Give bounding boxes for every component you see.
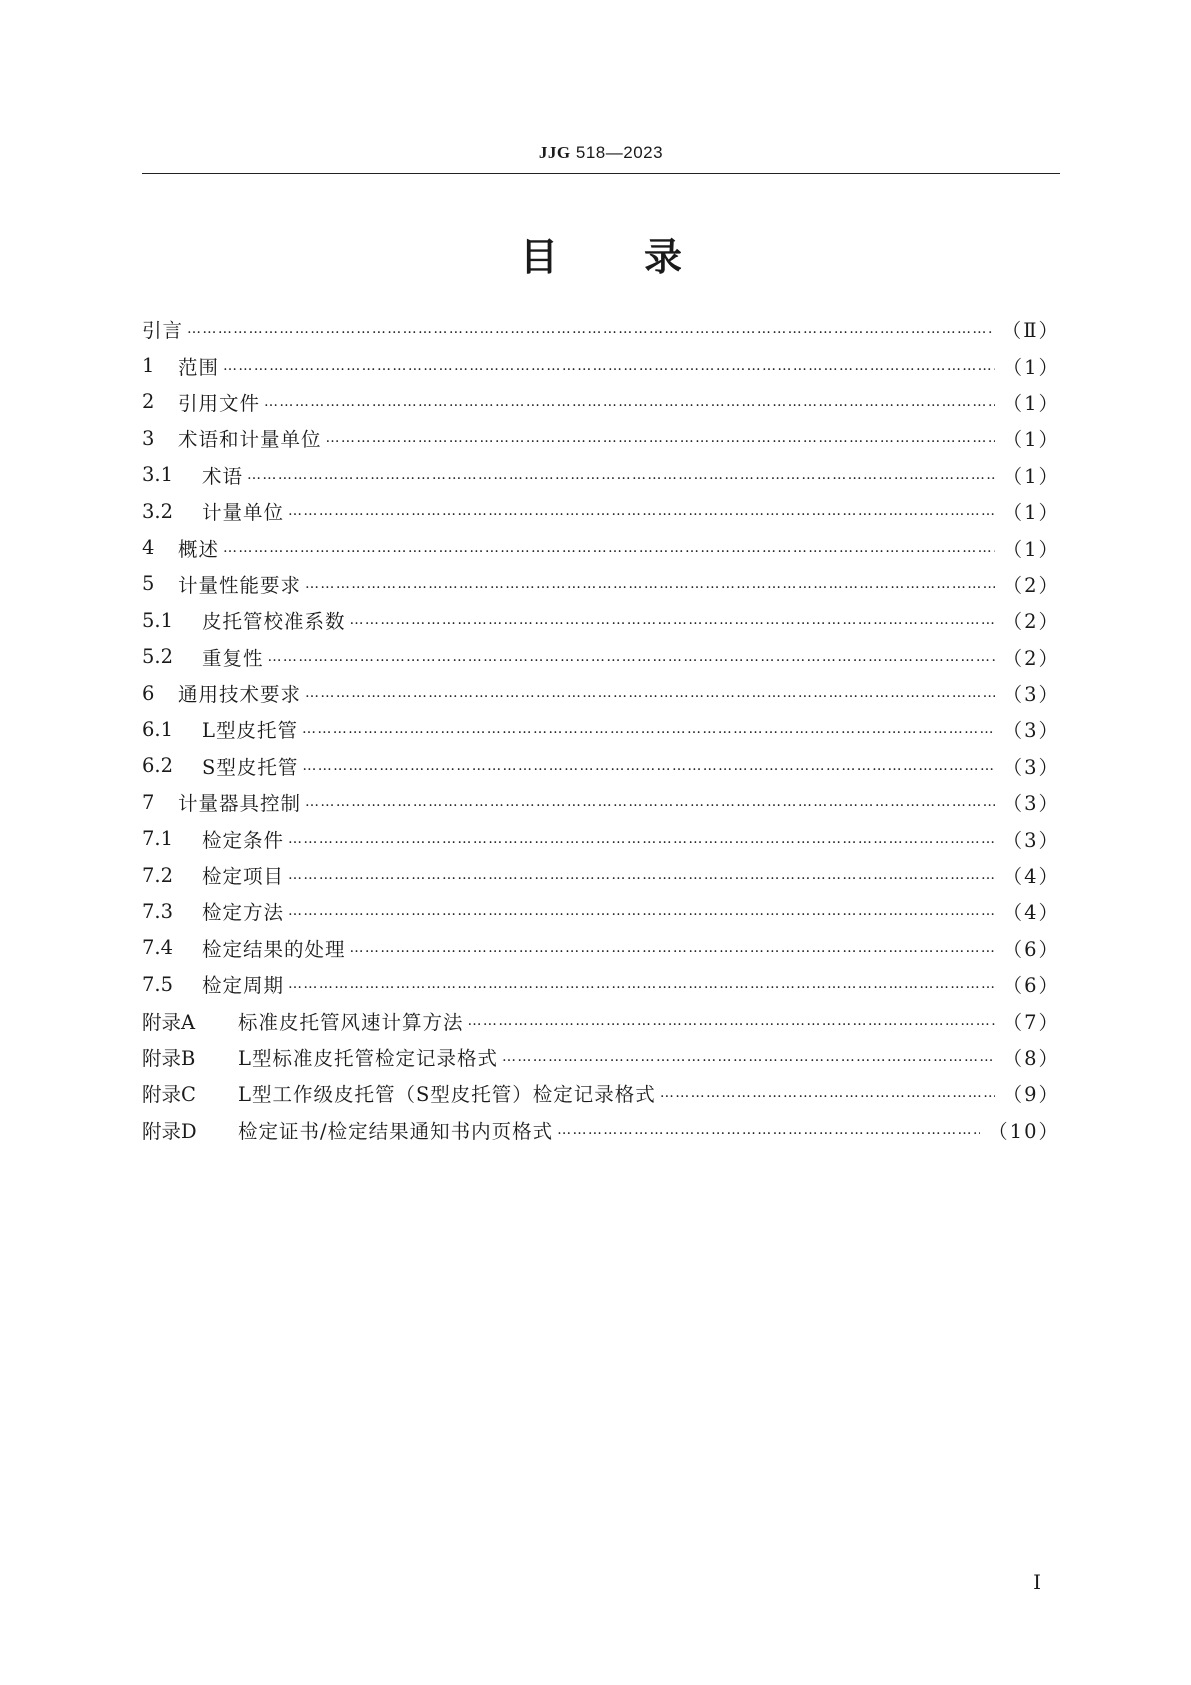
toc-leader-dots xyxy=(557,1122,980,1138)
toc-entry-number: 附录B xyxy=(142,1047,196,1070)
toc-entry[interactable] xyxy=(142,639,1060,675)
toc-entry[interactable] xyxy=(142,1075,1060,1111)
toc-entry-title: 术语和计量单位 xyxy=(178,428,322,452)
toc-entry-title: L型皮托管 xyxy=(202,719,298,743)
toc-entry-page: （2） xyxy=(1002,646,1060,670)
toc-entry-number: 7 xyxy=(142,790,155,814)
toc-entry-title: 检定证书/检定结果通知书内页格式 xyxy=(238,1119,554,1143)
toc-entry-number: 3 xyxy=(142,426,155,450)
toc-entry[interactable] xyxy=(142,529,1060,565)
toc-entry-title: 术语 xyxy=(202,464,244,488)
toc-entry[interactable] xyxy=(142,311,1060,347)
toc-entry[interactable] xyxy=(142,1039,1060,1075)
toc-entry-page: （1） xyxy=(1002,537,1060,561)
toc-entry-title: 计量单位 xyxy=(202,501,285,525)
toc-leader-dots xyxy=(660,1085,995,1101)
toc-entry-page: （9） xyxy=(1002,1083,1060,1107)
toc-entry-title: S型皮托管 xyxy=(202,755,299,779)
toc-entry-title: 概述 xyxy=(178,537,220,561)
standard-prefix: JJG xyxy=(538,143,571,162)
toc-leader-dots xyxy=(302,758,994,774)
toc-entry-number: 4 xyxy=(142,536,155,560)
toc-entry-page: （3） xyxy=(1002,755,1060,779)
toc-entry-number: 6 xyxy=(142,681,155,705)
toc-entry[interactable] xyxy=(142,602,1060,638)
toc-leader-dots xyxy=(223,540,995,556)
toc-entry-number: 7.3 xyxy=(142,899,174,923)
toc-entry-page: （2） xyxy=(1002,573,1060,597)
toc-leader-dots xyxy=(288,867,995,883)
toc-leader-dots xyxy=(187,321,994,337)
toc-entry-title: 皮托管校准系数 xyxy=(202,610,346,634)
toc-entry-title: 检定条件 xyxy=(202,828,285,852)
toc-leader-dots xyxy=(305,685,995,701)
toc-entry-number: 7.2 xyxy=(142,863,174,887)
toc-entry-number: 3.1 xyxy=(142,463,174,487)
title-char-2: 录 xyxy=(644,235,683,279)
toc-entry[interactable] xyxy=(142,1112,1060,1148)
toc-entry-page: （4） xyxy=(1002,865,1060,889)
toc-entry[interactable] xyxy=(142,493,1060,529)
toc-entry[interactable] xyxy=(142,784,1060,820)
toc-entry[interactable] xyxy=(142,820,1060,856)
toc-entry-title: 检定结果的处理 xyxy=(202,937,346,961)
toc-entry-number: 附录A xyxy=(142,1010,196,1034)
toc-entry[interactable] xyxy=(142,675,1060,711)
toc-entry-page: （1） xyxy=(1002,428,1060,452)
toc-entry-number: 5.1 xyxy=(142,608,174,632)
toc-entry[interactable] xyxy=(142,748,1060,784)
title-char-1: 目 xyxy=(519,235,558,279)
toc-entry-title: 检定周期 xyxy=(202,974,285,998)
toc-entry-title: 计量性能要求 xyxy=(178,573,302,597)
toc-leader-dots xyxy=(288,503,995,519)
toc-entry-number: 附录D xyxy=(142,1119,197,1143)
toc-leader-dots xyxy=(288,903,995,919)
toc-entry-page: （6） xyxy=(1002,974,1060,998)
toc-entry[interactable] xyxy=(142,384,1060,420)
toc-entry-page: （3） xyxy=(1002,719,1060,743)
toc-entry-title: L型工作级皮托管（S型皮托管）检定记录格式 xyxy=(238,1083,656,1107)
toc-entry-number: 7.4 xyxy=(142,936,174,960)
toc-entry[interactable] xyxy=(142,420,1060,456)
toc-entry-title: 重复性 xyxy=(202,646,264,670)
toc-leader-dots xyxy=(247,467,995,483)
toc-entry-title: 引言 xyxy=(142,319,184,343)
toc-entry-number: 7.1 xyxy=(142,827,174,851)
toc-entry-page: （1） xyxy=(1002,501,1060,525)
toc-entry[interactable] xyxy=(142,347,1060,383)
toc-entry-page: （1） xyxy=(1002,355,1060,379)
document-header xyxy=(142,143,1060,163)
toc-leader-dots xyxy=(302,721,995,737)
toc-entry-number: 附录C xyxy=(142,1083,196,1107)
toc-entry[interactable] xyxy=(142,711,1060,747)
toc-entry[interactable] xyxy=(142,893,1060,929)
toc-entry-title: 标准皮托管风速计算方法 xyxy=(238,1010,464,1034)
toc-entry-page: （1） xyxy=(1002,464,1060,488)
toc-leader-dots xyxy=(326,430,995,446)
toc-entry-page: （7） xyxy=(1002,1010,1060,1034)
toc-leader-dots xyxy=(305,576,995,592)
toc-leader-dots xyxy=(350,612,995,628)
toc-entry-page: （2） xyxy=(1002,610,1060,634)
toc-leader-dots xyxy=(288,976,995,992)
toc-entry-number: 6.2 xyxy=(142,754,174,778)
header-rule xyxy=(142,173,1060,174)
toc-entry-page: （8） xyxy=(1002,1047,1060,1070)
toc-entry-number: 6.1 xyxy=(142,717,174,741)
toc-leader-dots xyxy=(288,831,995,847)
toc-entry-number: 2 xyxy=(142,390,155,414)
toc-entry-number: 7.5 xyxy=(142,972,174,996)
toc-entry-page: （10） xyxy=(988,1119,1060,1143)
toc-entry[interactable] xyxy=(142,966,1060,1002)
toc-entry-title: 检定项目 xyxy=(202,865,285,889)
toc-entry[interactable] xyxy=(142,457,1060,493)
toc-entry-page: （4） xyxy=(1002,901,1060,925)
toc-entry-page: （3） xyxy=(1002,683,1060,707)
toc-entry-page: （1） xyxy=(1002,391,1060,415)
toc-entry[interactable] xyxy=(142,566,1060,602)
toc-entry[interactable] xyxy=(142,930,1060,966)
toc-entry-page: （3） xyxy=(1002,828,1060,852)
toc-entry-number: 5.2 xyxy=(142,645,174,669)
toc-entry-page: （Ⅱ） xyxy=(1001,319,1060,343)
toc-leader-dots xyxy=(305,794,995,810)
toc-entry-title: 检定方法 xyxy=(202,901,285,925)
toc-entry-number: 3.2 xyxy=(142,499,174,523)
page-title xyxy=(142,226,1060,281)
toc-entry-title: 引用文件 xyxy=(178,391,261,415)
toc-entry-number: 1 xyxy=(142,354,155,378)
toc-entry-page: （6） xyxy=(1002,937,1060,961)
toc-entry-title: 计量器具控制 xyxy=(178,792,302,816)
toc-entry[interactable] xyxy=(142,1002,1060,1038)
toc-entry-title: 范围 xyxy=(178,355,220,379)
toc-leader-dots xyxy=(502,1049,995,1065)
toc-entry-title: L型标准皮托管检定记录格式 xyxy=(238,1047,498,1070)
toc-entry-number: 5 xyxy=(142,572,155,596)
toc-leader-dots xyxy=(468,1013,995,1029)
toc-leader-dots xyxy=(264,394,995,410)
page-number: I xyxy=(1033,1570,1041,1594)
toc-entry[interactable] xyxy=(142,857,1060,893)
table-of-contents xyxy=(142,311,1060,1148)
toc-entry-page: （3） xyxy=(1002,792,1060,816)
toc-leader-dots xyxy=(350,940,995,956)
standard-code: 518—2023 xyxy=(575,143,664,162)
toc-leader-dots xyxy=(268,649,995,665)
toc-leader-dots xyxy=(223,358,995,374)
toc-entry-title: 通用技术要求 xyxy=(178,683,302,707)
